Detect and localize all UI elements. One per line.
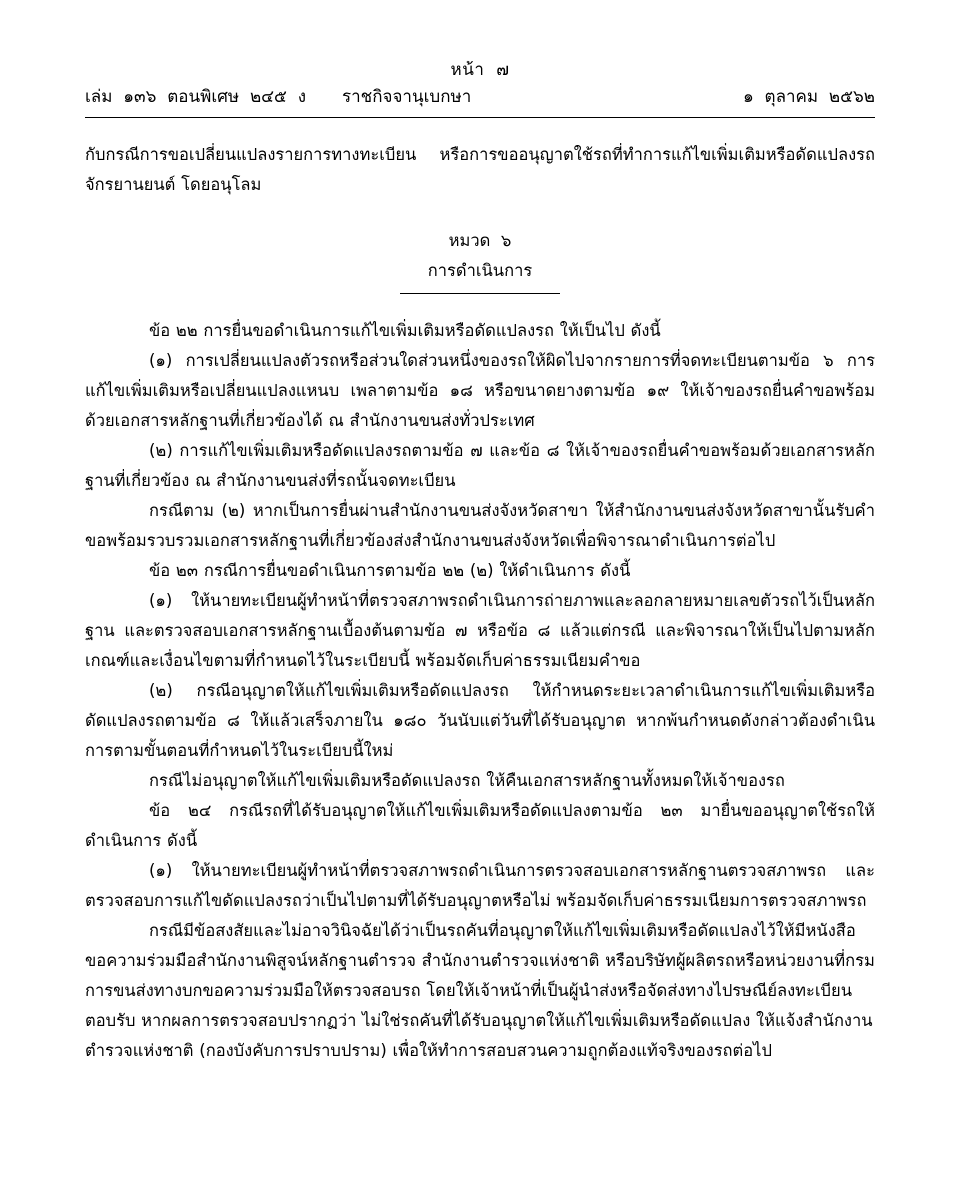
- clause-23-item-1: (๑) ให้นายทะเบียนผู้ทำหน้าที่ตรวจสภาพรถดำเนินการถ่ายภาพและลอกลายหมายเลขตัวรถไว้เป็นหลักฐาน และตรวจสอบเอกสารหลักฐานเบื้องต้นตามข้อ ๗ หรือข้อ ๘ แล้วแต่กรณี และพิจารณาให้เป็นไปตามหลักเกณฑ์และเงื่อนไขตามที่กำหนดไว้ในระเบียบนี้ พร้อมจัดเก็บค่าธรรมเนียมคำขอ: [85, 591, 875, 670]
- chapter-title: การดำเนินการ: [427, 261, 533, 280]
- clause-22-intro: ข้อ ๒๒ การยื่นขอดำเนินการแก้ไขเพิ่มเติมหรือดัดแปลงรถ ให้เป็นไป ดังนี้: [149, 321, 661, 340]
- publication-title: ราชกิจจานุเบกษา: [342, 87, 472, 107]
- clause-24-item-1: (๑) ให้นายทะเบียนผู้ทำหน้าที่ตรวจสภาพรถดำเนินการตรวจสอบเอกสารหลักฐานตรวจสภาพรถ และตรวจสอบการแก้ไขดัดแปลงรถว่าเป็นไปตามที่ได้รับอนุญาตหรือไม่ พร้อมจัดเก็บค่าธรรมเนียมการตรวจสภาพรถ: [85, 861, 875, 910]
- clause-22-item-1: (๑) การเปลี่ยนแปลงตัวรถหรือส่วนใดส่วนหนึ่งของรถให้ผิดไปจากรายการที่จดทะเบียนตามข้อ ๖ การแก้ไขเพิ่มเติมหรือเปลี่ยนแปลงแหนบ เพลาตามข้อ ๑๘ หรือขนาดยางตามข้อ ๑๙ ให้เจ้าของรถยื่นคำขอพร้อมด้วยเอกสารหลักฐานที่เกี่ยวข้องได้ ณ สำนักงานขนส่งทั่วประเทศ: [85, 351, 875, 430]
- header-row: [85, 84, 875, 110]
- clause-23-item-2: (๒) กรณีอนุญาตให้แก้ไขเพิ่มเติมหรือดัดแปลงรถ ให้กำหนดระยะเวลาดำเนินการแก้ไขเพิ่มเติมหรือดัดแปลงรถตามข้อ ๘ ให้แล้วเสร็จภายใน ๑๘๐ วันนับแต่วันที่ได้รับอนุญาต หากพ้นกำหนดดังกล่าวต้องดำเนินการตามขั้นตอนที่กำหนดไว้ในระเบียบนี้ใหม่: [85, 681, 875, 760]
- opening-paragraph: กับกรณีการขอเปลี่ยนแปลงรายการทางทะเบียน หรือการขออนุญาตใช้รถที่ทำการแก้ไขเพิ่มเติมหรือดัดแปลงรถจักรยานยนต์ โดยอนุโลม: [85, 145, 875, 194]
- volume-info: เล่ม ๑๓๖ ตอนพิเศษ ๒๔๕ ง: [85, 87, 306, 107]
- clause-23-denial-note: กรณีไม่อนุญาตให้แก้ไขเพิ่มเติมหรือดัดแปลงรถ ให้คืนเอกสารหลักฐานทั้งหมดให้เจ้าของรถ: [149, 771, 785, 790]
- clause-22-branch-note: กรณีตาม (๒) หากเป็นการยื่นผ่านสำนักงานขนส่งจังหวัดสาขา ให้สำนักงานขนส่งจังหวัดสาขานั้นรับคำขอพร้อมรวบรวมเอกสารหลักฐานที่เกี่ยวข้องส่งสำนักงานขนส่งจังหวัดเพื่อพิจารณาดำเนินการต่อไป: [85, 501, 875, 550]
- clause-22-item-2: (๒) การแก้ไขเพิ่มเติมหรือดัดแปลงรถตามข้อ ๗ และข้อ ๘ ให้เจ้าของรถยื่นคำขอพร้อมด้วยเอกสารหลักฐานที่เกี่ยวข้อง ณ สำนักงานขนส่งที่รถนั้นจดทะเบียน: [85, 441, 875, 490]
- page-number-line: หน้า ๗: [450, 60, 510, 80]
- document-body: [85, 140, 875, 1066]
- chapter-divider: [400, 293, 560, 294]
- clause-24-intro: ข้อ ๒๔ กรณีรถที่ได้รับอนุญาตให้แก้ไขเพิ่มเติมหรือดัดแปลงตามข้อ ๒๓ มายื่นขออนุญาตใช้รถให้ดำเนินการ ดังนี้: [85, 801, 875, 850]
- publication-date: ๑ ตุลาคม ๒๕๖๒: [742, 87, 875, 107]
- chapter-label: หมวด ๖: [448, 231, 512, 250]
- clause-24-doubt-note: กรณีมีข้อสงสัยและไม่อาจวินิจฉัยได้ว่าเป็นรถคันที่อนุญาตให้แก้ไขเพิ่มเติมหรือดัดแปลงไว้ให้มีหนังสือขอความร่วมมือสำนักงานพิสูจน์หลักฐานตำรวจ สำนักงานตำรวจแห่งชาติ หรือบริษัทผู้ผลิตรถหรือหน่วยงานที่กรมการขนส่งทางบกขอความร่วมมือให้ตรวจสอบรถ โดยให้เจ้าหน้าที่เป็นผู้นำส่งหรือจัดส่งทางไปรษณีย์ลงทะเบียนตอบรับ หากผลการตรวจสอบปรากฏว่า ไม่ใช่รถคันที่ได้รับอนุญาตให้แก้ไขเพิ่มเติมหรือดัดแปลง ให้แจ้งสำนักงานตำรวจแห่งชาติ (กองบังคับการปราบปราม) เพื่อให้ทำการสอบสวนความถูกต้องแท้จริงของรถต่อไป: [85, 921, 875, 1060]
- page-header: [85, 58, 875, 110]
- chapter-heading: [85, 226, 875, 294]
- clause-23-intro: ข้อ ๒๓ กรณีการยื่นขอดำเนินการตามข้อ ๒๒ (๒) ให้ดำเนินการ ดังนี้: [149, 561, 631, 580]
- header-divider: [85, 117, 875, 118]
